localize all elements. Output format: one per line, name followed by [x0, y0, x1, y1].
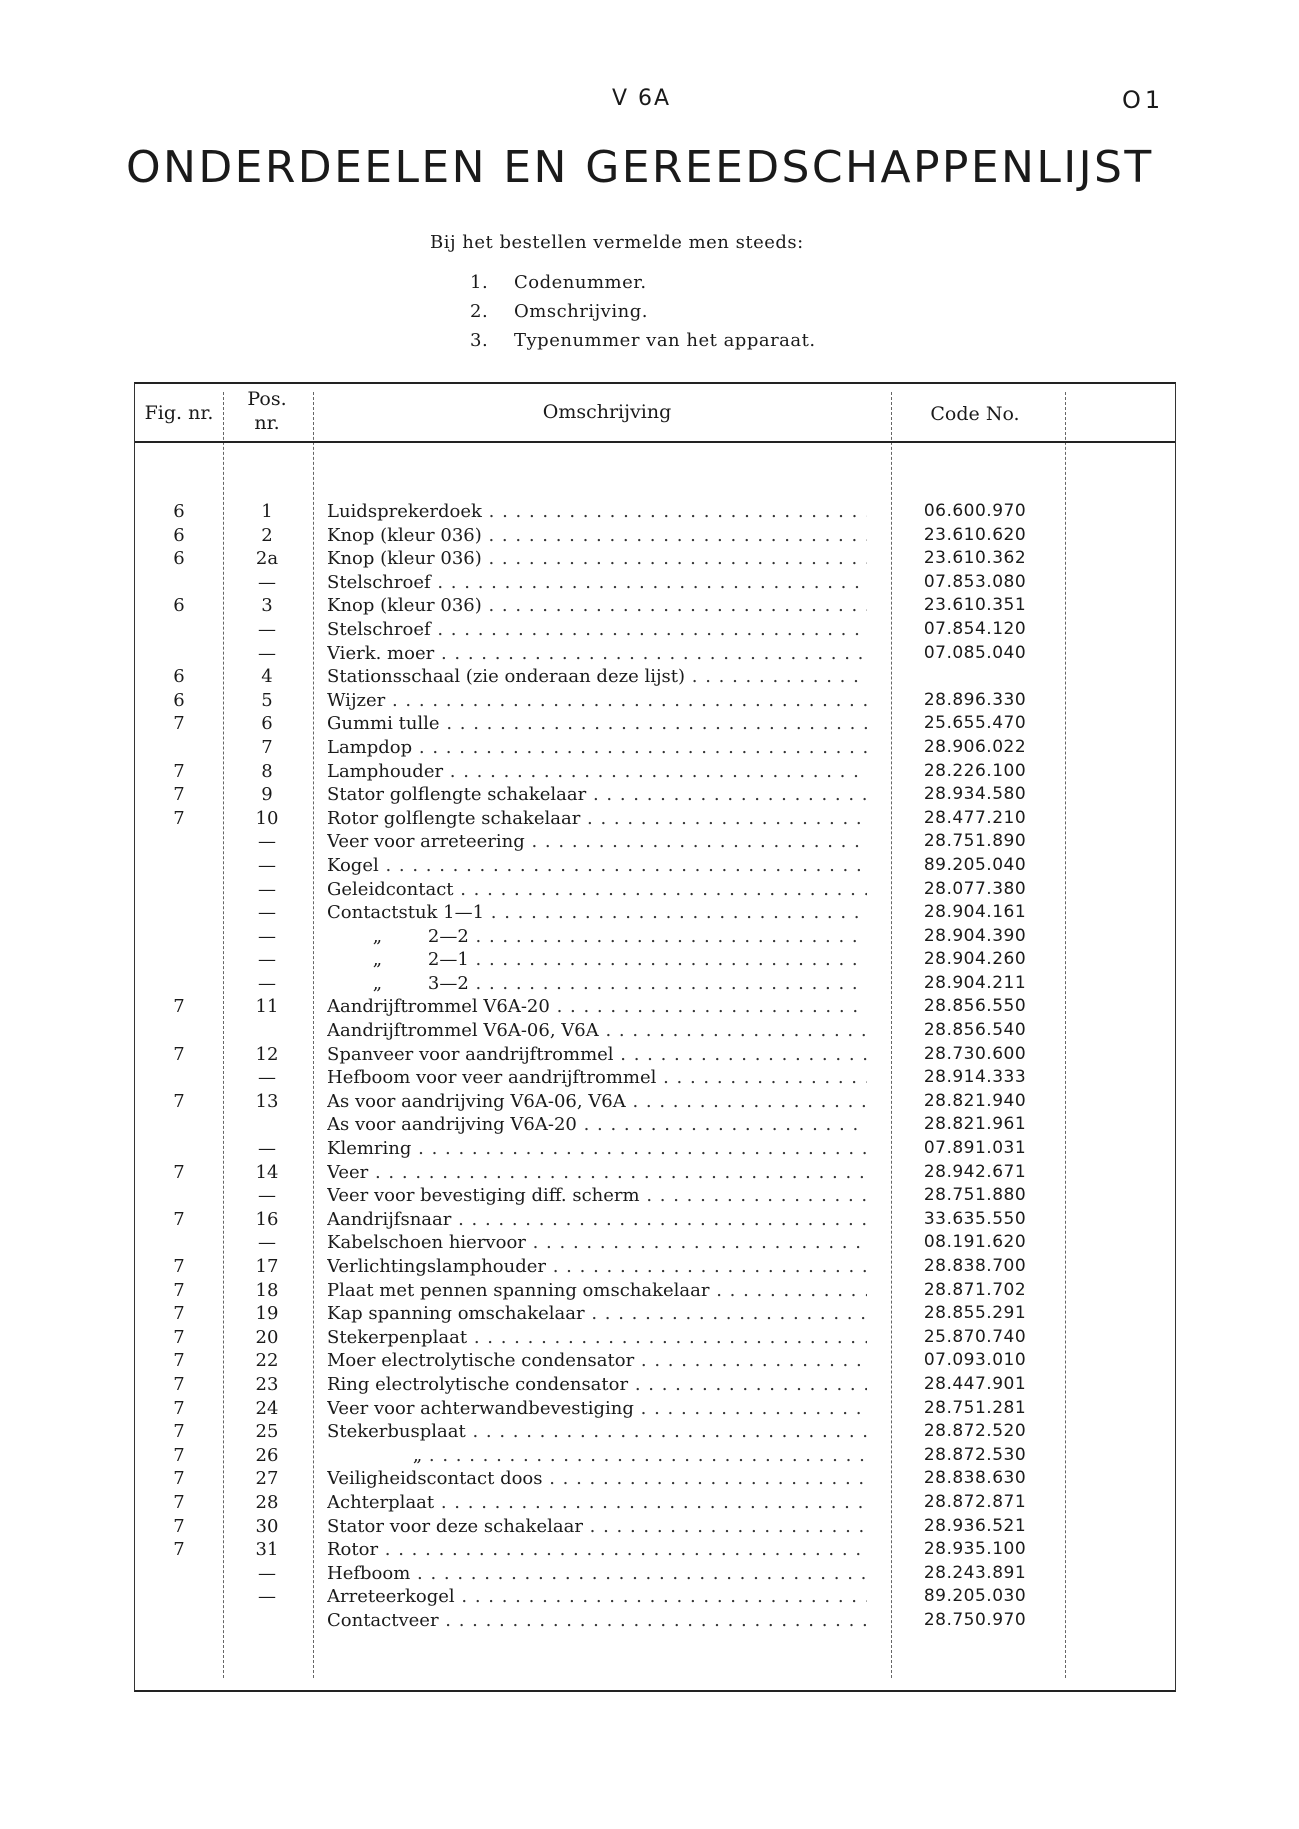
description-cell: As voor aandrijving V6A-06, V6A . . .	[327, 1090, 867, 1114]
code-no-cell: 33.635.550	[923, 1208, 1027, 1229]
description-cell: Contactstuk 1—1 . . .	[327, 901, 867, 925]
description-cell: Kabelschoen hiervoor . . .	[327, 1231, 867, 1255]
description-cell: Stator golflengte schakelaar . . .	[327, 783, 867, 807]
table-row	[135, 878, 1175, 902]
code-no-cell: 28.838.630	[923, 1468, 1027, 1489]
table-row	[135, 571, 1175, 595]
fig-nr-cell: 7	[173, 1090, 185, 1112]
table-row	[135, 1019, 1175, 1043]
pos-nr-cell: —	[258, 618, 276, 640]
table-row	[135, 1326, 1175, 1350]
description-cell: As voor aandrijving V6A-20 . . .	[327, 1113, 867, 1137]
pos-nr-cell: —	[258, 854, 276, 876]
pos-nr-cell: 2	[261, 524, 273, 546]
description-cell: Verlichtingslamphouder . . .	[327, 1255, 867, 1279]
table-row	[135, 1090, 1175, 1114]
description-cell: Geleidcontact . . .	[327, 878, 867, 902]
description-cell: Lamphouder . . .	[327, 760, 867, 784]
description-cell: „ 2—1 . . .	[327, 948, 867, 972]
code-no-cell: 28.751.880	[923, 1185, 1027, 1206]
code-no-cell: 28.871.702	[923, 1279, 1027, 1300]
table-row	[135, 1184, 1175, 1208]
fig-nr-cell: 7	[173, 996, 185, 1018]
fig-nr-cell: 7	[173, 807, 185, 829]
fig-nr-cell: 7	[173, 713, 185, 735]
header-pos-nr: nr.	[254, 412, 280, 434]
code-no-cell: 28.838.700	[923, 1256, 1027, 1276]
fig-nr-cell: 6	[173, 524, 185, 546]
description-cell: Achterplaat . . .	[327, 1491, 867, 1515]
code-no-cell: 07.085.040	[923, 642, 1027, 663]
code-no-cell: 28.904.260	[923, 949, 1027, 970]
description-cell: Veer voor achterwandbevestiging . . .	[327, 1397, 867, 1421]
pos-nr-cell: 3	[261, 595, 273, 617]
order-instructions: Bij het bestellen vermelde men steeds:	[430, 232, 804, 253]
fig-nr-cell: 7	[173, 1373, 185, 1395]
table-row	[135, 1137, 1175, 1161]
table-row	[135, 807, 1175, 831]
description-cell: Wijzer . . .	[327, 689, 867, 713]
code-no-cell: 25.655.470	[923, 713, 1027, 734]
header-rule	[135, 441, 1175, 443]
table-row	[135, 1231, 1175, 1255]
fig-nr-cell: 7	[173, 1326, 185, 1348]
description-cell: Contactveer . . .	[327, 1609, 867, 1633]
code-no-cell: 28.872.871	[923, 1491, 1027, 1512]
table-row	[135, 1420, 1175, 1444]
pos-nr-cell: 1	[261, 501, 273, 522]
fig-nr-cell: 6	[173, 501, 185, 522]
table-row	[135, 524, 1175, 548]
pos-nr-cell: 31	[255, 1539, 279, 1561]
table-row	[135, 1113, 1175, 1137]
table-row	[135, 1515, 1175, 1539]
pos-nr-cell: —	[258, 1067, 276, 1089]
code-no-cell: 28.226.100	[923, 760, 1027, 781]
code-no-cell: 28.935.100	[923, 1539, 1027, 1560]
pos-nr-cell: —	[258, 972, 276, 994]
pos-nr-cell: 26	[255, 1444, 279, 1466]
description-cell: Rotor golflengte schakelaar . . .	[327, 807, 867, 831]
pos-nr-cell: 17	[255, 1256, 279, 1277]
pos-nr-cell: 20	[255, 1326, 279, 1348]
description-cell: Spanveer voor aandrijftrommel . . .	[327, 1043, 867, 1067]
table-row	[135, 1302, 1175, 1326]
table-row	[135, 689, 1175, 713]
table-row	[135, 594, 1175, 618]
code-no-cell: 28.872.530	[923, 1444, 1027, 1465]
fig-nr-cell: 6	[173, 595, 185, 617]
pos-nr-cell: —	[258, 1562, 276, 1584]
code-no-cell: 28.750.970	[923, 1609, 1027, 1630]
table-row	[135, 1208, 1175, 1232]
fig-nr-cell: 7	[173, 1043, 185, 1065]
code-no-cell: 28.855.291	[923, 1303, 1027, 1324]
pos-nr-cell: 5	[261, 689, 273, 711]
description-cell: Aandrijftrommel V6A-20 . . .	[327, 995, 867, 1019]
fig-nr-cell: 6	[173, 689, 185, 711]
description-cell: Stelschroef . . .	[327, 618, 867, 642]
code-no-cell: 89.205.030	[923, 1586, 1027, 1607]
description-cell: Veer voor arreteering . . .	[327, 830, 867, 854]
description-cell: Klemring . . .	[327, 1137, 867, 1161]
table-row	[135, 665, 1175, 689]
table-row	[135, 500, 1175, 524]
code-no-cell: 28.904.390	[923, 925, 1027, 946]
code-no-cell: 28.936.521	[923, 1515, 1027, 1536]
pos-nr-cell: 22	[255, 1350, 279, 1372]
code-no-cell: 23.610.620	[923, 524, 1027, 545]
description-cell: Knop (kleur 036) . . .	[327, 547, 867, 571]
fig-nr-cell: 7	[173, 1397, 185, 1419]
pos-nr-cell: 30	[255, 1515, 279, 1537]
parts-table	[134, 382, 1176, 1692]
table-row	[135, 901, 1175, 925]
code-no-cell: 28.904.161	[923, 902, 1027, 923]
pos-nr-cell: —	[258, 1232, 276, 1254]
table-row	[135, 1066, 1175, 1090]
table-row	[135, 1467, 1175, 1491]
table-row	[135, 1043, 1175, 1067]
fig-nr-cell: 7	[173, 1421, 185, 1443]
code-no-cell: 08.191.620	[923, 1232, 1027, 1253]
table-row	[135, 1279, 1175, 1303]
description-cell: Veiligheidscontact doos . . .	[327, 1467, 867, 1491]
table-row	[135, 995, 1175, 1019]
description-cell: Luidsprekerdoek . . .	[327, 500, 867, 524]
description-cell: Gummi tulle . . .	[327, 712, 867, 736]
table-row	[135, 925, 1175, 949]
table-row	[135, 830, 1175, 854]
pos-nr-cell: 24	[255, 1397, 279, 1419]
description-cell: Stator voor deze schakelaar . . .	[327, 1515, 867, 1539]
code-no-cell: 28.477.210	[923, 807, 1027, 828]
header-pos: Pos.	[247, 388, 287, 410]
table-row	[135, 1585, 1175, 1609]
pos-nr-cell: 19	[255, 1303, 279, 1325]
model-number: V 6A	[612, 86, 672, 111]
description-cell: Vierk. moer . . .	[327, 642, 867, 666]
fig-nr-cell: 6	[173, 548, 185, 570]
description-cell: „ 3—2 . . .	[327, 972, 867, 996]
table-row	[135, 1491, 1175, 1515]
pos-nr-cell: —	[258, 1185, 276, 1207]
fig-nr-cell: 7	[173, 1256, 185, 1277]
description-cell: Aandrijftrommel V6A-06, V6A . . .	[327, 1019, 867, 1043]
fig-nr-cell: 7	[173, 1279, 185, 1301]
pos-nr-cell: 28	[255, 1491, 279, 1513]
pos-nr-cell: —	[258, 571, 276, 593]
table-row	[135, 712, 1175, 736]
pos-nr-cell: —	[258, 831, 276, 853]
pos-nr-cell: 23	[255, 1373, 279, 1395]
table-row	[135, 736, 1175, 760]
code-no-cell: 23.610.351	[923, 595, 1027, 616]
description-cell: Knop (kleur 036) . . .	[327, 594, 867, 618]
fig-nr-cell: 7	[173, 1491, 185, 1513]
code-no-cell: 28.821.961	[923, 1114, 1027, 1135]
description-cell: Veer voor bevestiging diff. scherm . . .	[327, 1184, 867, 1208]
fig-nr-cell: 7	[173, 1208, 185, 1230]
pos-nr-cell: 25	[255, 1421, 279, 1443]
pos-nr-cell: 2a	[255, 548, 279, 570]
fig-nr-cell: 7	[173, 1161, 185, 1183]
table-row	[135, 1538, 1175, 1562]
table-row	[135, 783, 1175, 807]
pos-nr-cell: —	[258, 642, 276, 664]
order-step: 2. Omschrijving.	[470, 301, 648, 322]
pos-nr-cell: —	[258, 902, 276, 924]
table-row	[135, 1255, 1175, 1279]
pos-nr-cell: 10	[255, 807, 279, 829]
fig-nr-cell: 7	[173, 1468, 185, 1490]
header-description: Omschrijving	[542, 401, 672, 423]
code-no-cell: 28.243.891	[923, 1562, 1027, 1583]
description-cell: Stationsschaal (zie onderaan deze lijst) . . .	[327, 665, 867, 689]
code-no-cell: 07.891.031	[923, 1138, 1027, 1159]
order-steps-list	[470, 268, 816, 355]
description-cell: Veer . . .	[327, 1161, 867, 1185]
code-no-cell: 07.854.120	[923, 618, 1027, 639]
fig-nr-cell: 7	[173, 1444, 185, 1466]
code-no-cell: 28.872.520	[923, 1421, 1027, 1442]
pos-nr-cell: 9	[261, 784, 273, 806]
pos-nr-cell: 6	[261, 713, 273, 735]
code-no-cell: 28.896.330	[923, 689, 1027, 710]
pos-nr-cell: —	[258, 949, 276, 971]
description-cell: Rotor . . .	[327, 1538, 867, 1562]
pos-nr-cell: —	[258, 925, 276, 947]
pos-nr-cell: 16	[255, 1208, 279, 1230]
table-row	[135, 972, 1175, 996]
pos-nr-cell: 14	[255, 1161, 279, 1183]
table-row	[135, 1562, 1175, 1586]
code-no-cell: 07.853.080	[923, 571, 1027, 592]
code-no-cell: 07.093.010	[923, 1350, 1027, 1371]
description-cell: „ 2—2 . . .	[327, 925, 867, 949]
code-no-cell: 25.870.740	[923, 1326, 1027, 1347]
code-no-cell: 06.600.970	[923, 501, 1027, 521]
table-row	[135, 642, 1175, 666]
pos-nr-cell: 13	[255, 1090, 279, 1112]
code-no-cell: 28.751.281	[923, 1397, 1027, 1418]
fig-nr-cell: 7	[173, 784, 185, 806]
table-row	[135, 1444, 1175, 1468]
description-cell: Hefboom voor veer aandrijftrommel . . .	[327, 1066, 867, 1090]
description-cell: Ring electrolytische condensator . . .	[327, 1373, 867, 1397]
description-cell: Hefboom . . .	[327, 1562, 867, 1586]
description-cell: Stelschroef . . .	[327, 571, 867, 595]
page-number: O1	[1122, 86, 1165, 114]
code-no-cell: 28.934.580	[923, 784, 1027, 805]
pos-nr-cell: —	[258, 878, 276, 900]
code-no-cell: 28.942.671	[923, 1161, 1027, 1182]
code-no-cell: 28.856.550	[923, 996, 1027, 1017]
pos-nr-cell: 12	[255, 1043, 279, 1065]
header-fig-nr: Fig. nr.	[144, 402, 214, 424]
table-row	[135, 1397, 1175, 1421]
code-no-cell: 28.730.600	[923, 1043, 1027, 1064]
code-no-cell: 28.751.890	[923, 831, 1027, 852]
pos-nr-cell: 4	[261, 666, 273, 688]
header-code-no: Code No.	[930, 403, 1020, 425]
code-no-cell: 28.904.211	[923, 972, 1027, 993]
fig-nr-cell: 7	[173, 1539, 185, 1561]
table-row	[135, 547, 1175, 571]
description-cell: Plaat met pennen spanning omschakelaar . . .	[327, 1279, 867, 1303]
order-step: 1. Codenummer.	[470, 272, 647, 293]
order-step: 3. Typenummer van het apparaat.	[470, 330, 816, 351]
table-row	[135, 1349, 1175, 1373]
table-row	[135, 854, 1175, 878]
fig-nr-cell: 7	[173, 1303, 185, 1325]
fig-nr-cell: 7	[173, 1515, 185, 1537]
code-no-cell: 28.447.901	[923, 1373, 1027, 1394]
description-cell: Kogel . . .	[327, 854, 867, 878]
description-cell: Kap spanning omschakelaar . . .	[327, 1302, 867, 1326]
parts-rows	[135, 500, 1175, 1633]
table-row	[135, 618, 1175, 642]
code-no-cell: 28.914.333	[923, 1067, 1027, 1088]
description-cell: Moer electrolytische condensator . . .	[327, 1349, 867, 1373]
description-cell: Lampdop . . .	[327, 736, 867, 760]
page-title: ONDERDEELEN EN GEREEDSCHAPPENLIJST	[126, 142, 1154, 193]
code-no-cell: 23.610.362	[923, 548, 1027, 569]
table-row	[135, 760, 1175, 784]
pos-nr-cell: 27	[255, 1468, 279, 1490]
fig-nr-cell: 7	[173, 1350, 185, 1372]
pos-nr-cell: 7	[261, 736, 273, 758]
table-row	[135, 1609, 1175, 1633]
description-cell: Knop (kleur 036) . . .	[327, 524, 867, 548]
pos-nr-cell: —	[258, 1138, 276, 1160]
pos-nr-cell: 8	[261, 760, 273, 782]
code-no-cell: 28.906.022	[923, 736, 1027, 757]
description-cell: Stekerbusplaat . . .	[327, 1420, 867, 1444]
code-no-cell: 28.821.940	[923, 1090, 1027, 1111]
pos-nr-cell: 11	[255, 996, 279, 1018]
description-cell: Stekerpenplaat . . .	[327, 1326, 867, 1350]
code-no-cell: 89.205.040	[923, 854, 1027, 875]
code-no-cell: 28.077.380	[923, 878, 1027, 899]
fig-nr-cell: 6	[173, 666, 185, 688]
description-cell: Arreteerkogel . . .	[327, 1585, 867, 1609]
code-no-cell: 28.856.540	[923, 1020, 1027, 1041]
table-row	[135, 1161, 1175, 1185]
fig-nr-cell: 7	[173, 760, 185, 782]
pos-nr-cell: 18	[255, 1279, 279, 1301]
description-cell: Aandrijfsnaar . . .	[327, 1208, 867, 1232]
table-row	[135, 1373, 1175, 1397]
description-cell: „ . . .	[327, 1444, 867, 1468]
table-row	[135, 948, 1175, 972]
pos-nr-cell: —	[258, 1586, 276, 1608]
